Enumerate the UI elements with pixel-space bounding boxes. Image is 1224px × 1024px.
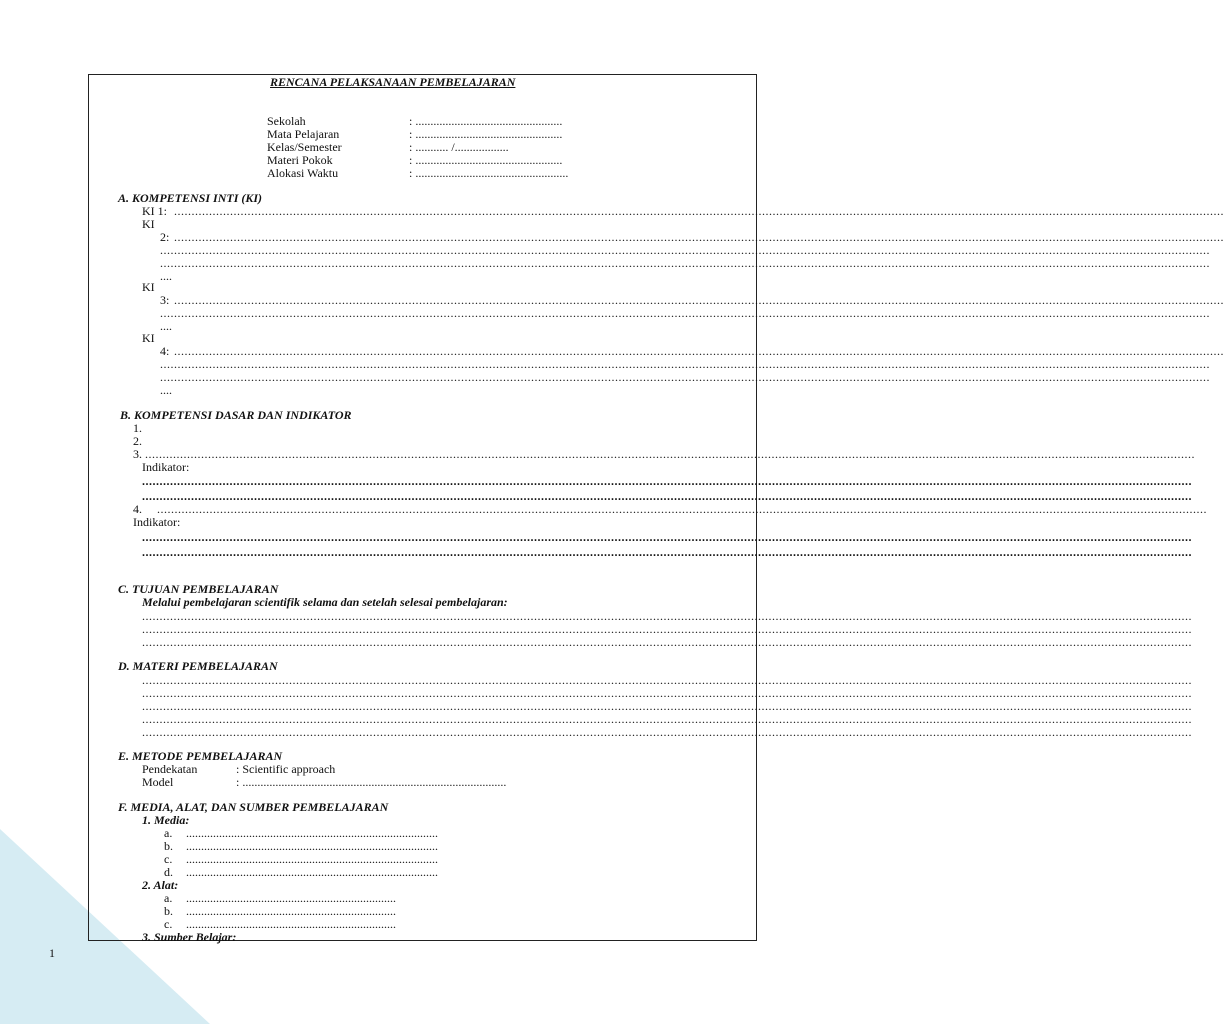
- media-item-b: b.: [164, 839, 173, 853]
- dotted-line: ............................................................................................................................................................................................................................................................................................................: [160, 370, 1210, 384]
- document-frame: [88, 74, 1224, 944]
- dotted-line: ............................................................................................................................................................................................................................................................................................................: [160, 357, 1210, 371]
- ki4-label: 4:: [160, 344, 170, 358]
- section-d-heading: D. MATERI PEMBELAJARAN: [118, 659, 278, 673]
- kd-item-3: 3.: [133, 447, 142, 461]
- ki2-prefix: KI: [142, 217, 155, 231]
- identity-label-mapel: Mata Pelajaran: [267, 127, 340, 141]
- pendekatan-label: Pendekatan: [142, 762, 198, 776]
- media-item-d: d.: [164, 865, 173, 879]
- section-b-heading: B. KOMPETENSI DASAR DAN INDIKATOR: [120, 408, 352, 422]
- media-item-b-dots: ....................................................................................: [186, 839, 438, 853]
- dotted-line: ............................................................................................................................................................................................................................................................................................................: [160, 243, 1210, 257]
- media-item-a: a.: [164, 826, 173, 840]
- kd-item-4: 4.: [133, 502, 142, 516]
- dotted-line: ............................................................................................................................................................................................................................................................................................................: [160, 256, 1210, 270]
- alat-item-b: b.: [164, 904, 173, 918]
- document-title: RENCANA PELAKSANAAN PEMBELAJARAN: [270, 75, 516, 89]
- indikator-label: Indikator:: [133, 515, 181, 529]
- identity-label-kelas: Kelas/Semester: [267, 140, 342, 154]
- media-item-d-dots: ....................................................................................: [186, 865, 438, 879]
- model-value: : ........................................................................................: [236, 775, 507, 789]
- ki1-label: KI 1:: [142, 204, 167, 218]
- ki3-label: 3:: [160, 293, 170, 307]
- identity-label-materi: Materi Pokok: [267, 153, 333, 167]
- media-heading: 1. Media:: [142, 813, 190, 827]
- dotted-line: ............................................................................................................................................................................................................................................................................................................: [142, 622, 1192, 636]
- page-number: 1: [49, 946, 55, 960]
- kd-item-1: 1.: [133, 421, 142, 435]
- dotted-line: ............................................................................................................................................................................................................................................................................................................: [160, 306, 1210, 320]
- tujuan-intro: Melalui pembelajaran scientifik selama dan setelah selesai pembelajaran:: [142, 595, 508, 609]
- identity-value-alokasi: : ...................................................: [409, 166, 569, 180]
- model-label: Model: [142, 775, 174, 789]
- dotted-line: ............................................................................................................................................................................................................................................................................................................: [145, 447, 1195, 461]
- dotted-line: ............................................................................................................................................................................................................................................................................................................: [142, 686, 1192, 700]
- section-f-heading: F. MEDIA, ALAT, DAN SUMBER PEMBELAJARAN: [118, 800, 389, 814]
- identity-value-materi: : .................................................: [409, 153, 563, 167]
- section-c-heading: C. TUJUAN PEMBELAJARAN: [118, 582, 279, 596]
- kd-item-2: 2.: [133, 434, 142, 448]
- dotted-line: ............................................................................................................................................................................................................................................................................................................: [157, 502, 1207, 516]
- ki4-prefix: KI: [142, 331, 155, 345]
- short-dots: ....: [160, 269, 172, 283]
- identity-value-kelas: : ........... /..................: [409, 140, 509, 154]
- alat-item-a-dots: ......................................................................: [186, 891, 396, 905]
- alat-item-c-dots: ......................................................................: [186, 917, 396, 931]
- identity-value-sekolah: : .................................................: [409, 114, 563, 128]
- dotted-line: ............................................................................................................................................................................................................................................................................................................: [142, 489, 1192, 503]
- dotted-line: ............................................................................................................................................................................................................................................................................................................: [142, 635, 1192, 649]
- dotted-line: ............................................................................................................................................................................................................................................................................................................: [142, 712, 1192, 726]
- short-dots: ....: [160, 383, 172, 397]
- alat-item-a: a.: [164, 891, 173, 905]
- dotted-line: ............................................................................................................................................................................................................................................................................................................: [142, 673, 1192, 687]
- ki3-prefix: KI: [142, 280, 155, 294]
- dotted-line: ............................................................................................................................................................................................................................................................................................................: [174, 344, 1224, 358]
- indikator-label: Indikator:: [142, 460, 190, 474]
- identity-label-alokasi: Alokasi Waktu: [267, 166, 339, 180]
- dotted-line: ............................................................................................................................................................................................................................................................................................................: [174, 230, 1224, 244]
- alat-item-c: c.: [164, 917, 173, 931]
- dotted-line: ............................................................................................................................................................................................................................................................................................................: [142, 545, 1192, 559]
- short-dots: ....: [160, 319, 172, 333]
- dotted-line: ............................................................................................................................................................................................................................................................................................................: [142, 609, 1192, 623]
- ki2-label: 2:: [160, 230, 170, 244]
- dotted-line: ............................................................................................................................................................................................................................................................................................................: [174, 204, 1224, 218]
- media-item-a-dots: ....................................................................................: [186, 826, 438, 840]
- media-item-c-dots: ....................................................................................: [186, 852, 438, 866]
- alat-heading: 2. Alat:: [142, 878, 179, 892]
- dotted-line: ............................................................................................................................................................................................................................................................................................................: [174, 293, 1224, 307]
- pendekatan-value: : Scientific approach: [236, 762, 336, 776]
- section-e-heading: E. METODE PEMBELAJARAN: [118, 749, 283, 763]
- sumber-heading: 3. Sumber Belajar:: [142, 930, 237, 944]
- identity-label-sekolah: Sekolah: [267, 114, 306, 128]
- identity-value-mapel: : .................................................: [409, 127, 563, 141]
- dotted-line: ............................................................................................................................................................................................................................................................................................................: [142, 530, 1192, 544]
- dotted-line: ............................................................................................................................................................................................................................................................................................................: [142, 474, 1192, 488]
- media-item-c: c.: [164, 852, 173, 866]
- section-a-heading: A. KOMPETENSI INTI (KI): [118, 191, 263, 205]
- alat-item-b-dots: ......................................................................: [186, 904, 396, 918]
- dotted-line: ............................................................................................................................................................................................................................................................................................................: [142, 725, 1192, 739]
- dotted-line: ............................................................................................................................................................................................................................................................................................................: [142, 699, 1192, 713]
